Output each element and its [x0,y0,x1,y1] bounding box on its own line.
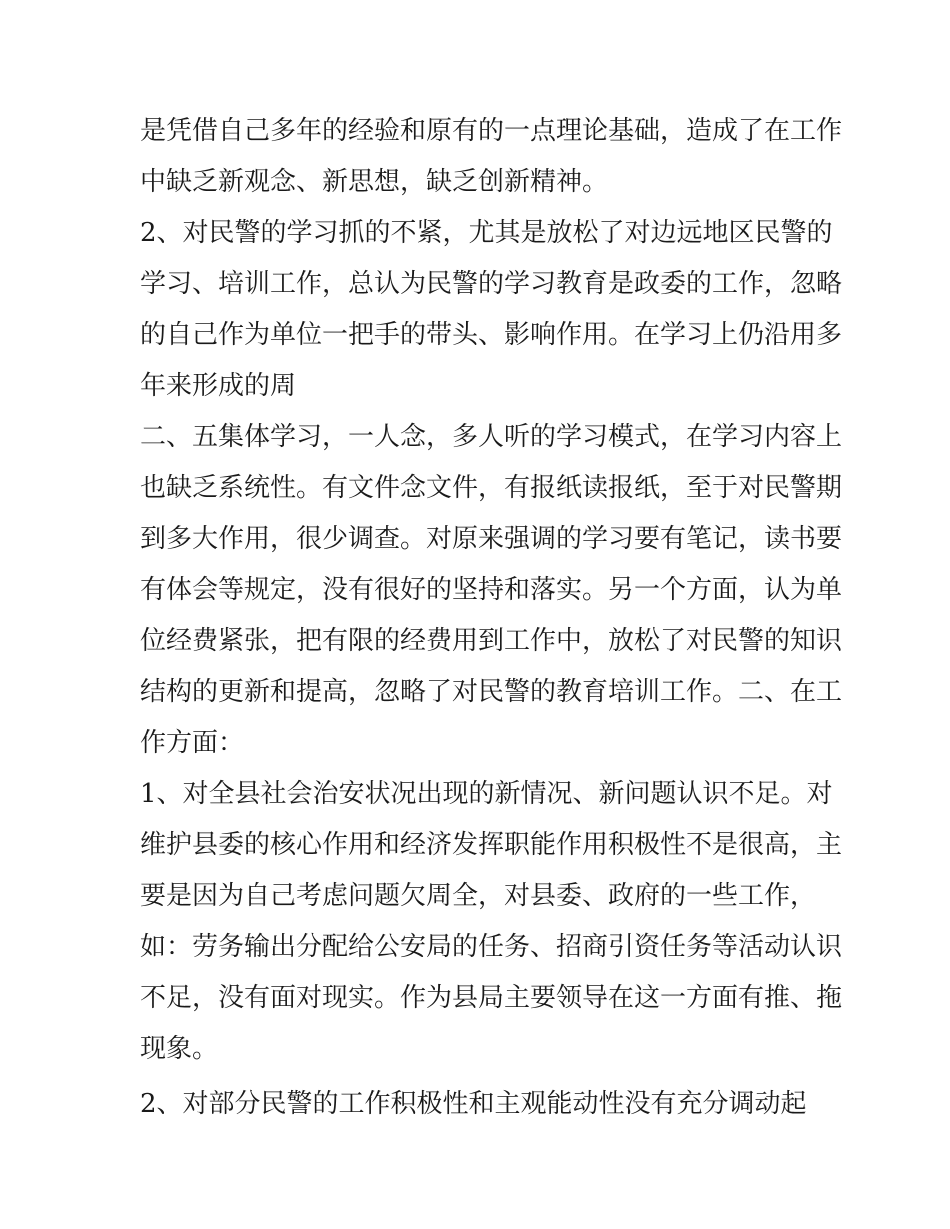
text-line: 位经费紧张，把有限的经费用到工作中，放松了对民警的知识 [140,626,843,656]
text-line: 年来形成的周 [140,371,297,401]
text-line: 是凭借自己多年的经验和原有的一点理论基础，造成了在工作 [140,116,843,146]
text-line: 2、对部分民警的工作积极性和主观能动性没有充分调动起 [140,1089,807,1119]
text-line: 要是因为自己考虑问题欠周全，对县委、政府的一些工作， [140,881,817,911]
text-line: 到多大作用，很少调查。对原来强调的学习要有笔记，读书要 [140,524,843,554]
text-line: 二、五集体学习，一人念，多人听的学习模式，在学习内容上 [140,422,843,452]
text-line: 作方面： [140,728,245,758]
text-line: 结构的更新和提高，忽略了对民警的教育培训工作。二、在工 [140,677,843,707]
text-line: 有体会等规定，没有很好的坚持和落实。另一个方面，认为单 [140,575,843,605]
text-line: 的自己作为单位一把手的带头、影响作用。在学习上仍沿用多 [140,320,843,350]
text-line: 如：劳务输出分配给公安局的任务、招商引资任务等活动认识 [140,932,843,962]
text-line: 2、对民警的学习抓的不紧，尤其是放松了对边远地区民警的 [140,218,833,248]
document-body [140,106,843,1130]
text-line: 1、对全县社会治安状况出现的新情况、新问题认识不足。对 [140,779,833,809]
text-line: 中缺乏新观念、新思想，缺乏创新精神。 [140,167,609,197]
text-line: 不足，没有面对现实。作为县局主要领导在这一方面有推、拖 [140,983,843,1013]
text-line: 也缺乏系统性。有文件念文件，有报纸读报纸，至于对民警期 [140,473,843,503]
text-line: 学习、培训工作，总认为民警的学习教育是政委的工作，忽略 [140,269,843,299]
text-line: 现象。 [140,1034,219,1064]
text-line: 维护县委的核心作用和经济发挥职能作用积极性不是很高，主 [140,830,843,860]
